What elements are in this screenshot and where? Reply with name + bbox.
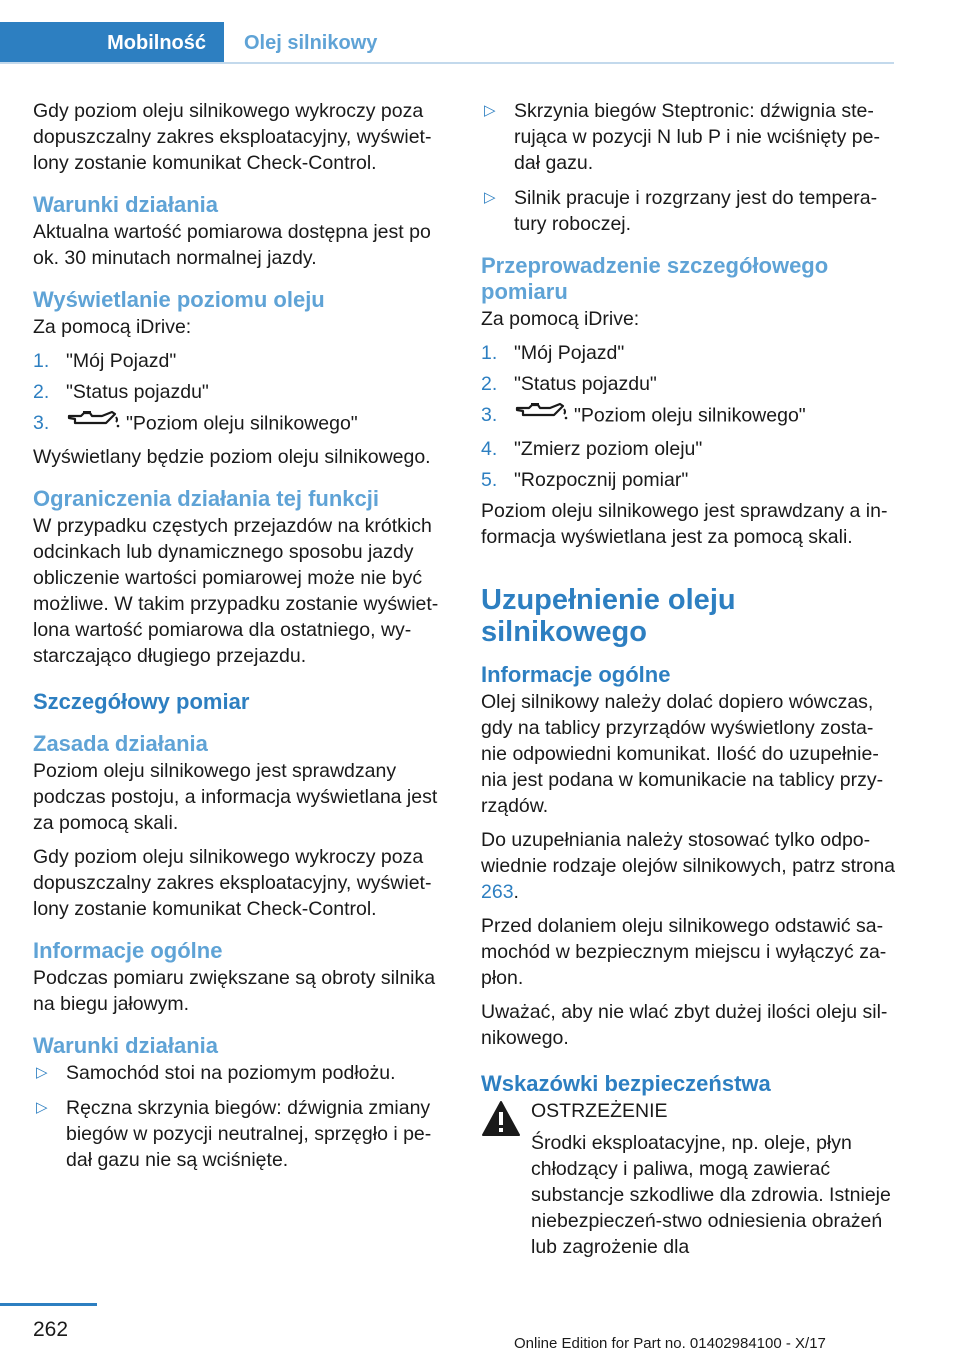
list-item <box>33 410 449 439</box>
step-text: "Mój Pojazd" <box>66 350 177 372</box>
triangle-right-icon: ▷ <box>36 1099 48 1116</box>
heading-warunki-dzialania: Warunki działania <box>33 192 219 217</box>
paragraph: Olej silnikowy należy dolać dopiero wówczas, gdy na tablicy przyrządów wyświetlony zosta‐nie odpowiedni komunikat. Ilość do uzupełnie‐nia jest podana w komunikacie na tablicy przy‐rządów. <box>481 691 884 817</box>
condition-text: Silnik pracuje i rozgrzany jest do tempera‐tury roboczej. <box>514 187 878 235</box>
step-number: 2. <box>33 381 50 403</box>
warning-text: Środki eksploatacyjne, np. oleje, płyn chłodzący i paliwa, mogą zawierać substancje szkodliwe dla zdrowia. Istnieje niebezpieczeń‐stwo odniesienia obrażeń lub zagrożenie dla <box>531 1132 891 1258</box>
paragraph: Podczas pomiaru zwiększane są obroty silnika na biegu jałowym. <box>33 967 436 1015</box>
heading-informacje-ogolne: Informacje ogólne <box>481 662 671 687</box>
condition-text: Ręczna skrzynia biegów: dźwignia zmiany biegów w pozycji neutralnej, sprzęgło i pe‐dał gazu nie są wciśnięte. <box>66 1097 432 1171</box>
condition-text: Samochód stoi na poziomym podłożu. <box>66 1062 396 1084</box>
list-item <box>481 402 896 431</box>
paragraph-text: Do uzupełniania należy stosować tylko odpo‐wiednie rodzaje olejów silnikowych, patrz strona <box>481 829 896 877</box>
heading-zasada-dzialania: Zasada działania <box>33 731 208 756</box>
heading-wskazowki-bezpieczenstwa: Wskazówki bezpieczeństwa <box>481 1071 771 1096</box>
heading-informacje-ogolne: Informacje ogólne <box>33 938 223 963</box>
heading-przeprowadzenie-pomiaru: Przeprowadzenie szczegółowego pomiaru <box>481 253 829 304</box>
page-link[interactable]: 263 <box>481 881 514 903</box>
idrive-steps-list <box>33 348 449 439</box>
footer-rule <box>0 1303 97 1306</box>
triangle-right-icon: ▷ <box>36 1064 48 1081</box>
triangle-right-icon: ▷ <box>484 189 496 206</box>
list-item <box>481 340 896 366</box>
step-text: "Poziom oleju silnikowego" <box>574 404 806 427</box>
list-item <box>33 1060 449 1086</box>
step-number: 1. <box>33 350 50 372</box>
paragraph: Gdy poziom oleju silnikowego wykroczy poza dopuszczalny zakres eksploatacyjny, wyświet‐lony zostanie komunikat Check-Control. <box>33 100 432 174</box>
step-number: 3. <box>481 404 498 426</box>
left-column <box>33 98 449 1182</box>
paragraph: Aktualna wartość pomiarowa dostępna jest po ok. 30 minutach normalnej jazdy. <box>33 221 431 269</box>
heading-warunki-dzialania-2: Warunki działania <box>33 1033 219 1058</box>
list-item <box>33 348 449 374</box>
list-item <box>33 1095 449 1173</box>
step-text: "Status pojazdu" <box>66 381 209 403</box>
step-text: "Poziom oleju silnikowego" <box>126 412 358 435</box>
list-item <box>33 379 449 405</box>
step-text: "Zmierz poziom oleju" <box>514 438 703 460</box>
paragraph: Poziom oleju silnikowego jest sprawdzany podczas postoju, a informacja wyświetlana jest za pomocą skali. <box>33 760 438 834</box>
list-item <box>481 467 896 493</box>
warning-box <box>481 1098 896 1260</box>
paragraph-text: . <box>513 881 519 903</box>
tab-olej-silnikowy[interactable]: Olej silnikowy <box>244 32 378 54</box>
heading-wyswietlanie-poziomu-oleju: Wyświetlanie poziomu oleju <box>33 287 325 312</box>
paragraph: Poziom oleju silnikowego jest sprawdzany a in‐formacja wyświetlana jest za pomocą skali. <box>481 500 888 548</box>
paragraph: Gdy poziom oleju silnikowego wykroczy poza dopuszczalny zakres eksploatacyjny, wyświet‐lony zostanie komunikat Check-Control. <box>33 846 432 920</box>
step-number: 1. <box>481 342 498 364</box>
step-text: "Rozpocznij pomiar" <box>514 469 689 491</box>
conditions-list-continued <box>481 98 896 237</box>
oil-can-icon <box>514 400 568 429</box>
heading-uzupelnienie-oleju: Uzupełnienie oleju silnikowego <box>481 584 736 648</box>
step-number: 4. <box>481 438 498 460</box>
step-number: 5. <box>481 469 498 491</box>
paragraph: Za pomocą iDrive: <box>33 316 192 338</box>
step-number: 2. <box>481 373 498 395</box>
warning-triangle-icon <box>481 1100 521 1144</box>
paragraph: Wyświetlany będzie poziom oleju silnikowego. <box>33 446 431 468</box>
header-tabs <box>0 22 894 64</box>
edition-note: Online Edition for Part no. 01402984100 - X/17 <box>514 1335 826 1352</box>
list-item <box>481 185 896 237</box>
paragraph: W przypadku częstych przejazdów na krótkich odcinkach lub dynamicznego sposobu jazdy obliczenie wartości pomiarowej może nie być możliwe. W takim przypadku zostanie wyświet‐lona wartość pomiarowa dla ostatniego, wy‐starczająco długiego przejazdu. <box>33 515 439 667</box>
heading-szczegolowy-pomiar: Szczegółowy pomiar <box>33 689 250 714</box>
condition-text: Skrzynia biegów Steptronic: dźwignia ste‐rująca w pozycji N lub P i nie wciśnięty pe‐dał gazu. <box>514 100 880 174</box>
list-item <box>481 98 896 176</box>
measurement-steps-list <box>481 340 896 493</box>
right-column <box>481 98 896 1260</box>
triangle-right-icon: ▷ <box>484 102 496 119</box>
list-item <box>481 436 896 462</box>
oil-can-icon <box>66 408 120 437</box>
paragraph: Uważać, aby nie wlać zbyt dużej ilości oleju sil‐nikowego. <box>481 1001 888 1049</box>
heading-ograniczenia: Ograniczenia działania tej funkcji <box>33 486 379 511</box>
conditions-list <box>33 1060 449 1173</box>
paragraph: Przed dolaniem oleju silnikowego odstawić sa‐mochód w bezpiecznym miejscu i wyłączyć za‐płon. <box>481 915 887 989</box>
step-text: "Status pojazdu" <box>514 373 657 395</box>
paragraph: Za pomocą iDrive: <box>481 308 640 330</box>
tab-mobilnosc[interactable]: Mobilność <box>0 22 224 62</box>
step-number: 3. <box>33 412 50 434</box>
warning-title: OSTRZEŻENIE <box>531 1100 668 1122</box>
list-item <box>481 371 896 397</box>
step-text: "Mój Pojazd" <box>514 342 625 364</box>
paragraph <box>481 827 896 905</box>
page-number: 262 <box>33 1318 69 1341</box>
